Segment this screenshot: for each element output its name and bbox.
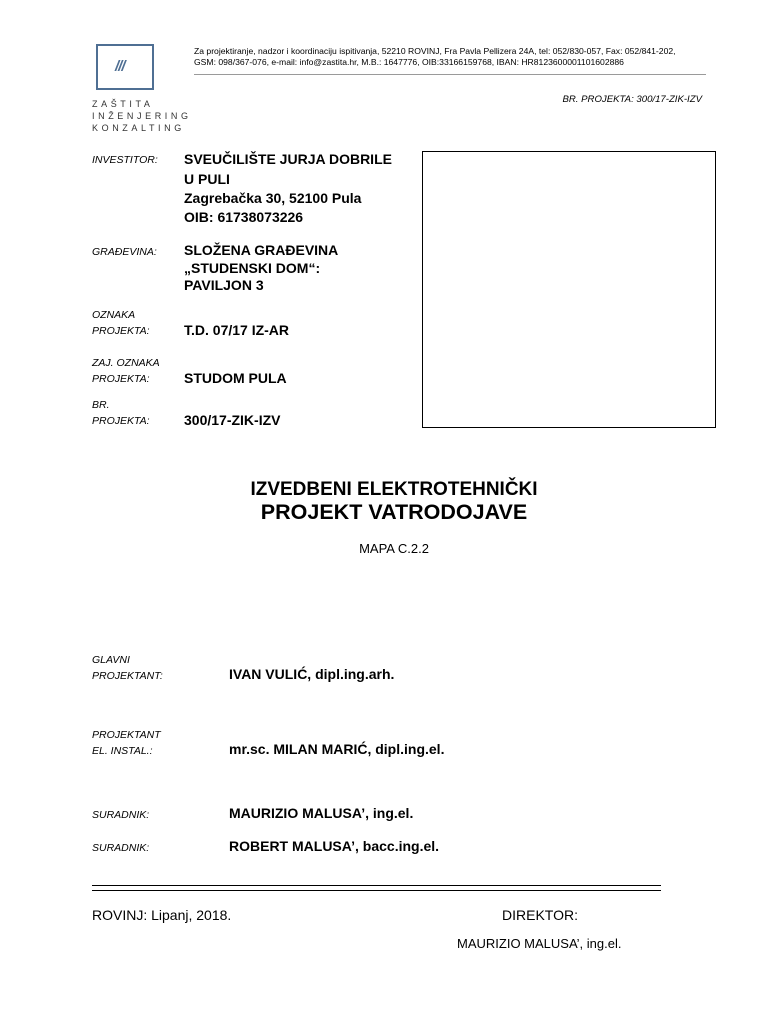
projektant-label: PROJEKTANT	[92, 729, 161, 741]
logo-text-line: INŽENJERING	[92, 111, 192, 121]
suradnik-label: SURADNIK:	[92, 809, 150, 821]
director-label: DIREKTOR:	[502, 907, 578, 923]
gradevina-label: GRAĐEVINA:	[92, 246, 157, 258]
zaj-oznaka-label: PROJEKTA:	[92, 373, 150, 385]
gradevina-line: „STUDENSKI DOM“:	[184, 260, 321, 276]
header-divider	[194, 74, 706, 75]
suradnik-value: MAURIZIO MALUSA’, ing.el.	[229, 805, 414, 821]
projektant-label: EL. INSTAL.:	[92, 745, 153, 757]
logo-text-line: ZAŠTITA	[92, 99, 154, 109]
investitor-line: Zagrebačka 30, 52100 Pula	[184, 190, 362, 206]
gradevina-line: SLOŽENA GRAĐEVINA	[184, 242, 339, 258]
glavni-projektant-label: PROJEKTANT:	[92, 670, 163, 682]
project-number-header: BR. PROJEKTA: 300/17-ZIK-IZV	[562, 94, 702, 105]
document-title-line2: PROJEKT VATRODOJAVE	[260, 500, 528, 524]
footer-divider	[92, 885, 661, 886]
investitor-line: OIB: 61738073226	[184, 209, 304, 225]
company-info-line: Za projektiranje, nadzor i koordinaciju ispitivanja, 52210 ROVINJ, Fra Pavla Pellizera 24A, tel: 052/830-057, Fax: 052/841-202,	[194, 46, 676, 56]
glavni-projektant-label: GLAVNI	[92, 654, 130, 666]
zaj-oznaka-value: STUDOM PULA	[184, 370, 287, 386]
place-date: ROVINJ: Lipanj, 2018.	[92, 907, 232, 923]
document-title-line1: IZVEDBENI ELEKTROTEHNIČKI	[250, 479, 538, 500]
investitor-line: SVEUČILIŠTE JURJA DOBRILE	[184, 151, 392, 167]
company-logo-mark: ///	[115, 58, 125, 75]
company-info-line: GSM: 098/367-076, e-mail: info@zastita.hr, M.B.: 1647776, OIB:33166159768, IBAN: HR8123600001101602886	[194, 57, 624, 67]
zaj-oznaka-label: ZAJ. OZNAKA	[92, 357, 160, 369]
director-name: MAURIZIO MALUSA’, ing.el.	[457, 936, 622, 951]
logo-text-line: KONZALTING	[92, 123, 185, 133]
oznaka-label: PROJEKTA:	[92, 325, 150, 337]
oznaka-value: T.D. 07/17 IZ-AR	[184, 322, 290, 338]
br-projekta-label: PROJEKTA:	[92, 415, 150, 427]
company-logo-frame	[96, 44, 154, 90]
stamp-box	[422, 151, 716, 428]
suradnik-label: SURADNIK:	[92, 842, 150, 854]
oznaka-label: OZNAKA	[92, 309, 136, 321]
projektant-value: mr.sc. MILAN MARIĆ, dipl.ing.el.	[229, 741, 445, 757]
footer-divider	[92, 890, 661, 891]
gradevina-line: PAVILJON 3	[184, 277, 264, 293]
suradnik-value: ROBERT MALUSA’, bacc.ing.el.	[229, 838, 440, 854]
investitor-label: INVESTITOR:	[92, 154, 158, 166]
investitor-line: U PULI	[184, 171, 230, 187]
br-projekta-label: BR.	[92, 399, 110, 411]
glavni-projektant-value: IVAN VULIĆ, dipl.ing.arh.	[229, 666, 395, 682]
folder-number: MAPA C.2.2	[359, 541, 429, 556]
br-projekta-value: 300/17-ZIK-IZV	[184, 412, 281, 428]
